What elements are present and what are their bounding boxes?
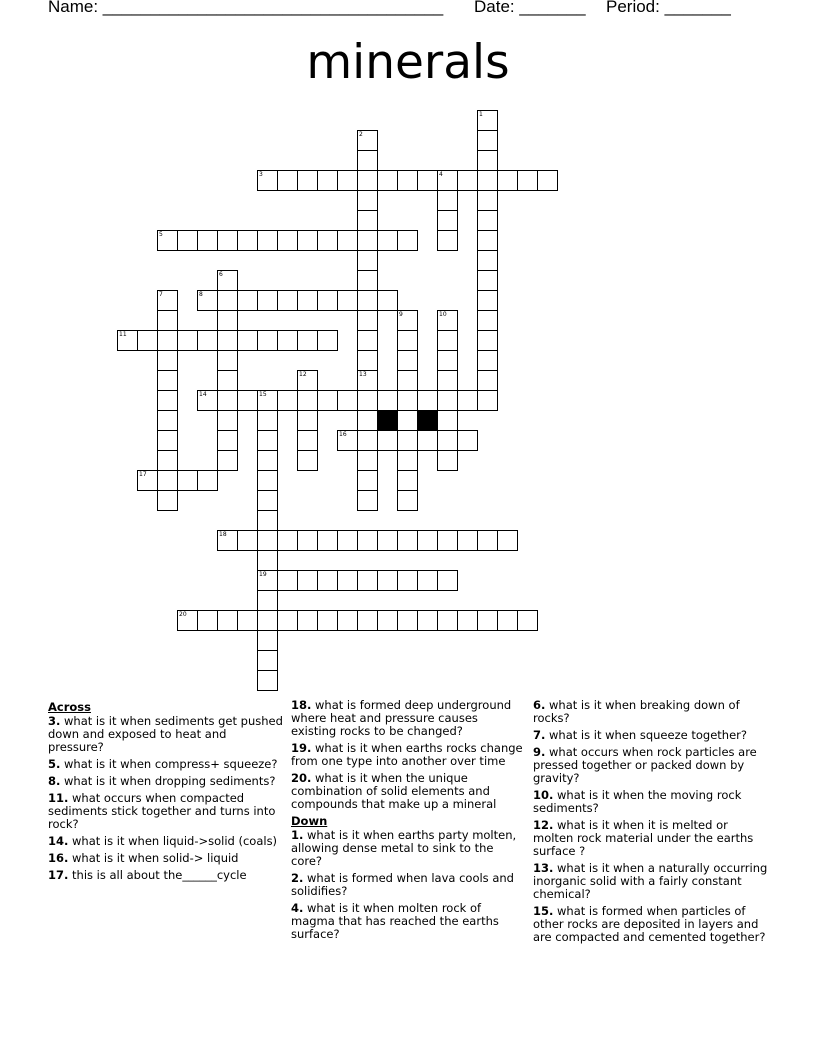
page-title: minerals [306, 35, 510, 90]
crossword-cell[interactable] [157, 450, 178, 471]
crossword-cell[interactable] [477, 290, 498, 311]
crossword-cell[interactable] [177, 230, 198, 251]
crossword-cell[interactable] [357, 530, 378, 551]
crossword-cell[interactable] [417, 610, 438, 631]
crossword-cell[interactable] [437, 230, 458, 251]
clue-number-label: 9 [399, 311, 403, 318]
crossword-cell[interactable] [217, 270, 238, 291]
crossword-cell[interactable] [317, 330, 338, 351]
clue-number-label: 3 [259, 171, 263, 178]
crossword-cell[interactable] [137, 470, 158, 491]
crossword-cell[interactable] [217, 290, 238, 311]
crossword-cell[interactable] [217, 310, 238, 331]
crossword-cell[interactable] [157, 410, 178, 431]
crossword-cell[interactable] [257, 550, 278, 571]
crossword-cell[interactable] [517, 610, 538, 631]
crossword-cell[interactable] [357, 470, 378, 491]
crossword-block-cell [377, 410, 398, 431]
clue-number-label: 8 [199, 291, 203, 298]
down-clue [533, 819, 768, 858]
crossword-cell[interactable] [457, 430, 478, 451]
crossword-cell[interactable] [197, 230, 218, 251]
crossword-cell[interactable] [357, 350, 378, 371]
crossword-cell[interactable] [157, 370, 178, 391]
crossword-cell[interactable] [397, 370, 418, 391]
clue-number: 9. [533, 745, 546, 759]
crossword-cell[interactable] [477, 390, 498, 411]
name-field[interactable]: Name: ____________________________________ [48, 0, 444, 16]
clues-column-1 [48, 699, 283, 886]
crossword-cell[interactable] [317, 390, 338, 411]
clue-text: what is it when a naturally occurring inorganic solid with a fairly constant chemical? [533, 861, 768, 901]
crossword-cell[interactable] [477, 370, 498, 391]
crossword-cell[interactable] [137, 330, 158, 351]
crossword-cell[interactable] [357, 390, 378, 411]
crossword-cell[interactable] [257, 410, 278, 431]
clue-number-label: 4 [439, 171, 443, 178]
crossword-cell[interactable] [217, 530, 238, 551]
crossword-cell[interactable] [197, 330, 218, 351]
across-clue [48, 835, 283, 848]
crossword-cell[interactable] [477, 610, 498, 631]
crossword-cell[interactable] [217, 390, 238, 411]
clue-text: what is it when it is melted or molten rock material under the earths surface ? [533, 818, 754, 858]
crossword-cell[interactable] [537, 170, 558, 191]
crossword-cell[interactable] [337, 530, 358, 551]
crossword-cell[interactable] [437, 610, 458, 631]
crossword-cell[interactable] [277, 230, 298, 251]
clue-text: what is it when dropping sediments? [60, 774, 276, 788]
crossword-cell[interactable] [257, 650, 278, 671]
crossword-cell[interactable] [357, 310, 378, 331]
down-clue [533, 862, 768, 901]
crossword-cell[interactable] [297, 390, 318, 411]
crossword-cell[interactable] [237, 390, 258, 411]
crossword-cell[interactable] [257, 610, 278, 631]
clue-number-label: 14 [199, 391, 207, 398]
crossword-cell[interactable] [157, 290, 178, 311]
crossword-cell[interactable] [297, 410, 318, 431]
crossword-cell[interactable] [177, 470, 198, 491]
clue-number-label: 2 [359, 131, 363, 138]
crossword-cell[interactable] [237, 530, 258, 551]
crossword-cell[interactable] [157, 430, 178, 451]
crossword-cell[interactable] [417, 530, 438, 551]
clue-text: what is it when sediments get pushed down and exposed to heat and pressure? [48, 714, 283, 754]
down-clue [533, 905, 768, 944]
crossword-cell[interactable] [357, 490, 378, 511]
crossword-cell[interactable] [437, 430, 458, 451]
crossword-cell[interactable] [317, 290, 338, 311]
crossword-cell[interactable] [297, 530, 318, 551]
clue-text: what is it when compress+ squeeze? [60, 757, 278, 771]
crossword-cell[interactable] [337, 290, 358, 311]
crossword-cell[interactable] [397, 170, 418, 191]
clue-number-label: 16 [339, 431, 347, 438]
crossword-cell[interactable] [357, 290, 378, 311]
crossword-cell[interactable] [237, 290, 258, 311]
crossword-cell[interactable] [297, 290, 318, 311]
crossword-cell[interactable] [377, 430, 398, 451]
crossword-cell[interactable] [357, 170, 378, 191]
crossword-cell[interactable] [157, 490, 178, 511]
crossword-cell[interactable] [337, 230, 358, 251]
crossword-cell[interactable] [297, 170, 318, 191]
crossword-cell[interactable] [317, 230, 338, 251]
crossword-cell[interactable] [337, 170, 358, 191]
down-clue [533, 729, 768, 742]
clue-number: 14. [48, 834, 69, 848]
crossword-cell[interactable] [437, 370, 458, 391]
crossword-cell[interactable] [357, 130, 378, 151]
crossword-cell[interactable] [257, 510, 278, 531]
clue-number-label: 19 [259, 571, 267, 578]
clue-number: 16. [48, 851, 69, 865]
clue-number-label: 15 [259, 391, 267, 398]
crossword-cell[interactable] [257, 490, 278, 511]
clue-number-label: 1 [479, 111, 483, 118]
crossword-cell[interactable] [257, 450, 278, 471]
crossword-cell[interactable] [497, 170, 518, 191]
crossword-cell[interactable] [197, 390, 218, 411]
crossword-cell[interactable] [357, 230, 378, 251]
crossword-cell[interactable] [437, 410, 458, 431]
crossword-cell[interactable] [437, 210, 458, 231]
clue-number: 10. [533, 788, 554, 802]
crossword-cell[interactable] [477, 330, 498, 351]
crossword-cell[interactable] [297, 330, 318, 351]
crossword-cell[interactable] [437, 450, 458, 471]
crossword-cell[interactable] [257, 230, 278, 251]
crossword-cell[interactable] [457, 610, 478, 631]
crossword-cell[interactable] [477, 250, 498, 271]
crossword-block-cell [417, 410, 438, 431]
crossword-cell[interactable] [357, 570, 378, 591]
crossword-cell[interactable] [497, 530, 518, 551]
crossword-cell[interactable] [357, 370, 378, 391]
crossword-cell[interactable] [177, 330, 198, 351]
date-field[interactable]: Date: _______ [474, 0, 586, 16]
crossword-cell[interactable] [277, 390, 298, 411]
crossword-cell[interactable] [417, 430, 438, 451]
crossword-cell[interactable] [357, 210, 378, 231]
crossword-cell[interactable] [317, 530, 338, 551]
clue-text: what is it when breaking down of rocks? [533, 698, 740, 725]
crossword-cell[interactable] [477, 310, 498, 331]
clue-number-label: 17 [139, 471, 147, 478]
crossword-cell[interactable] [437, 330, 458, 351]
crossword-cell[interactable] [157, 230, 178, 251]
across-clue [291, 772, 526, 811]
crossword-cell[interactable] [277, 530, 298, 551]
crossword-cell[interactable] [357, 610, 378, 631]
clue-number-label: 12 [299, 371, 307, 378]
crossword-cell[interactable] [217, 230, 238, 251]
clue-text: what occurs when rock particles are pressed together or packed down by gravity? [533, 745, 757, 785]
crossword-cell[interactable] [377, 290, 398, 311]
crossword-cell[interactable] [157, 390, 178, 411]
clue-number: 17. [48, 868, 69, 882]
crossword-cell[interactable] [217, 410, 238, 431]
down-clue [291, 829, 526, 868]
clue-number: 12. [533, 818, 554, 832]
crossword-cell[interactable] [497, 610, 518, 631]
crossword-cell[interactable] [217, 370, 238, 391]
period-field[interactable]: Period: _______ [606, 0, 731, 16]
crossword-cell[interactable] [477, 110, 498, 131]
clue-number: 1. [291, 828, 304, 842]
crossword-cell[interactable] [297, 610, 318, 631]
crossword-cell[interactable] [217, 350, 238, 371]
clue-text: what occurs when compacted sediments stick together and turns into rock? [48, 791, 276, 831]
crossword-cell[interactable] [477, 210, 498, 231]
crossword-cell[interactable] [377, 570, 398, 591]
clue-number: 15. [533, 904, 554, 918]
across-clue [48, 852, 283, 865]
clue-number: 20. [291, 771, 312, 785]
clue-text: what is it when the moving rock sediments? [533, 788, 742, 815]
crossword-cell[interactable] [117, 330, 138, 351]
clue-text: this is all about the______cycle [68, 868, 247, 882]
clue-text: what is it when molten rock of magma that has reached the earths surface? [291, 901, 499, 941]
crossword-cell[interactable] [437, 170, 458, 191]
crossword-cell[interactable] [277, 170, 298, 191]
crossword-cell[interactable] [337, 610, 358, 631]
crossword-cell[interactable] [397, 390, 418, 411]
clue-number-label: 7 [159, 291, 163, 298]
clue-text: what is it when earths rocks change from one type into another over time [291, 741, 523, 768]
crossword-cell[interactable] [257, 330, 278, 351]
clue-number-label: 10 [439, 311, 447, 318]
crossword-cell[interactable] [317, 610, 338, 631]
crossword-cell[interactable] [357, 430, 378, 451]
crossword-cell[interactable] [297, 370, 318, 391]
crossword-cell[interactable] [197, 470, 218, 491]
crossword-cell[interactable] [277, 610, 298, 631]
crossword-cell[interactable] [397, 410, 418, 431]
crossword-cell[interactable] [377, 610, 398, 631]
clue-text: what is it when liquid->solid (coals) [68, 834, 278, 848]
crossword-cell[interactable] [477, 270, 498, 291]
crossword-cell[interactable] [257, 590, 278, 611]
crossword-cell[interactable] [237, 330, 258, 351]
clue-number: 3. [48, 714, 61, 728]
crossword-cell[interactable] [297, 230, 318, 251]
crossword-cell[interactable] [437, 390, 458, 411]
across-clue [291, 699, 526, 738]
across-clue [48, 792, 283, 831]
crossword-cell[interactable] [157, 350, 178, 371]
crossword-cell[interactable] [337, 570, 358, 591]
crossword-cell[interactable] [437, 310, 458, 331]
down-clue [291, 872, 526, 898]
crossword-cell[interactable] [197, 610, 218, 631]
crossword-cell[interactable] [237, 610, 258, 631]
crossword-cell[interactable] [377, 170, 398, 191]
crossword-cell[interactable] [257, 630, 278, 651]
crossword-cell[interactable] [297, 430, 318, 451]
clue-number: 8. [48, 774, 61, 788]
crossword-cell[interactable] [397, 310, 418, 331]
crossword-cell[interactable] [257, 390, 278, 411]
clue-number-label: 5 [159, 231, 163, 238]
crossword-cell[interactable] [157, 470, 178, 491]
crossword-cell[interactable] [397, 570, 418, 591]
down-clue [533, 699, 768, 725]
across-clue [48, 869, 283, 882]
crossword-cell[interactable] [217, 430, 238, 451]
down-clue [291, 902, 526, 941]
crossword-cell[interactable] [217, 450, 238, 471]
crossword-cell[interactable] [377, 390, 398, 411]
clue-number-label: 13 [359, 371, 367, 378]
crossword-cell[interactable] [257, 470, 278, 491]
clue-text: what is it when squeeze together? [545, 728, 747, 742]
crossword-cell[interactable] [357, 250, 378, 271]
clue-number-label: 11 [119, 331, 127, 338]
crossword-cell[interactable] [357, 190, 378, 211]
crossword-cell[interactable] [477, 130, 498, 151]
crossword-cell[interactable] [357, 410, 378, 431]
crossword-cell[interactable] [237, 230, 258, 251]
crossword-cell[interactable] [257, 570, 278, 591]
crossword-cell[interactable] [417, 570, 438, 591]
crossword-cell[interactable] [337, 430, 358, 451]
crossword-cell[interactable] [377, 530, 398, 551]
clue-number: 7. [533, 728, 546, 742]
clue-number-label: 18 [219, 531, 227, 538]
clue-number: 5. [48, 757, 61, 771]
crossword-cell[interactable] [297, 450, 318, 471]
crossword-cell[interactable] [517, 170, 538, 191]
crossword-cell[interactable] [437, 570, 458, 591]
crossword-cell[interactable] [417, 390, 438, 411]
across-clue [48, 758, 283, 771]
crossword-cell[interactable] [477, 150, 498, 171]
clues-column-2 [291, 699, 526, 945]
crossword-cell[interactable] [457, 390, 478, 411]
crossword-cell[interactable] [157, 330, 178, 351]
crossword-cell[interactable] [317, 570, 338, 591]
crossword-cell[interactable] [437, 350, 458, 371]
clue-number-label: 6 [219, 271, 223, 278]
clue-number: 6. [533, 698, 546, 712]
crossword-cell[interactable] [397, 610, 418, 631]
crossword-cell[interactable] [277, 570, 298, 591]
crossword-cell[interactable] [277, 330, 298, 351]
down-clue [533, 789, 768, 815]
across-clue [48, 775, 283, 788]
crossword-cell[interactable] [177, 610, 198, 631]
crossword-cell[interactable] [477, 530, 498, 551]
clue-text: what is formed deep underground where heat and pressure causes existing rocks to be changed? [291, 698, 512, 738]
clue-number: 4. [291, 901, 304, 915]
crossword-cell[interactable] [477, 350, 498, 371]
clue-text: what is formed when lava cools and solidifies? [291, 871, 514, 898]
across-clue [291, 742, 526, 768]
crossword-cell[interactable] [437, 530, 458, 551]
crossword-cell[interactable] [357, 330, 378, 351]
crossword-cell[interactable] [397, 490, 418, 511]
down-clue [533, 746, 768, 785]
crossword-cell[interactable] [217, 330, 238, 351]
crossword-cell[interactable] [257, 170, 278, 191]
crossword-cell[interactable] [457, 170, 478, 191]
clue-text: what is it when earths party molten, allowing dense metal to sink to the core? [291, 828, 517, 868]
clue-number-label: 20 [179, 611, 187, 618]
crossword-cell[interactable] [157, 310, 178, 331]
crossword-cell[interactable] [257, 430, 278, 451]
clue-text: what is it when the unique combination of solid elements and compounds that make up a mineral [291, 771, 497, 811]
clue-number: 18. [291, 698, 312, 712]
clue-text: what is formed when particles of other rocks are deposited in layers and are compacted and cemented together? [533, 904, 766, 944]
crossword-cell[interactable] [377, 230, 398, 251]
crossword-cell[interactable] [457, 530, 478, 551]
crossword-cell[interactable] [357, 150, 378, 171]
crossword-cell[interactable] [437, 190, 458, 211]
crossword-cell[interactable] [197, 290, 218, 311]
crossword-cell[interactable] [357, 450, 378, 471]
crossword-cell[interactable] [477, 170, 498, 191]
crossword-cell[interactable] [337, 390, 358, 411]
crossword-cell[interactable] [417, 170, 438, 191]
crossword-cell[interactable] [397, 230, 418, 251]
crossword-cell[interactable] [397, 430, 418, 451]
crossword-cell[interactable] [477, 190, 498, 211]
across-clue [48, 715, 283, 754]
crossword-cell[interactable] [397, 530, 418, 551]
crossword-cell[interactable] [217, 610, 238, 631]
clue-number: 2. [291, 871, 304, 885]
crossword-cell[interactable] [257, 290, 278, 311]
crossword-cell[interactable] [257, 670, 278, 691]
clue-number: 19. [291, 741, 312, 755]
down-heading: Down [291, 814, 328, 828]
crossword-cell[interactable] [357, 270, 378, 291]
crossword-cell[interactable] [397, 350, 418, 371]
crossword-cell[interactable] [277, 290, 298, 311]
crossword-cell[interactable] [297, 570, 318, 591]
crossword-cell[interactable] [397, 470, 418, 491]
clue-text: what is it when solid-> liquid [68, 851, 239, 865]
clue-number: 13. [533, 861, 554, 875]
clue-number: 11. [48, 791, 69, 805]
crossword-cell[interactable] [397, 330, 418, 351]
crossword-cell[interactable] [257, 530, 278, 551]
crossword-cell[interactable] [397, 450, 418, 471]
crossword-cell[interactable] [317, 170, 338, 191]
crossword-cell[interactable] [477, 230, 498, 251]
across-heading: Across [48, 700, 91, 714]
clues-column-3 [533, 699, 768, 948]
